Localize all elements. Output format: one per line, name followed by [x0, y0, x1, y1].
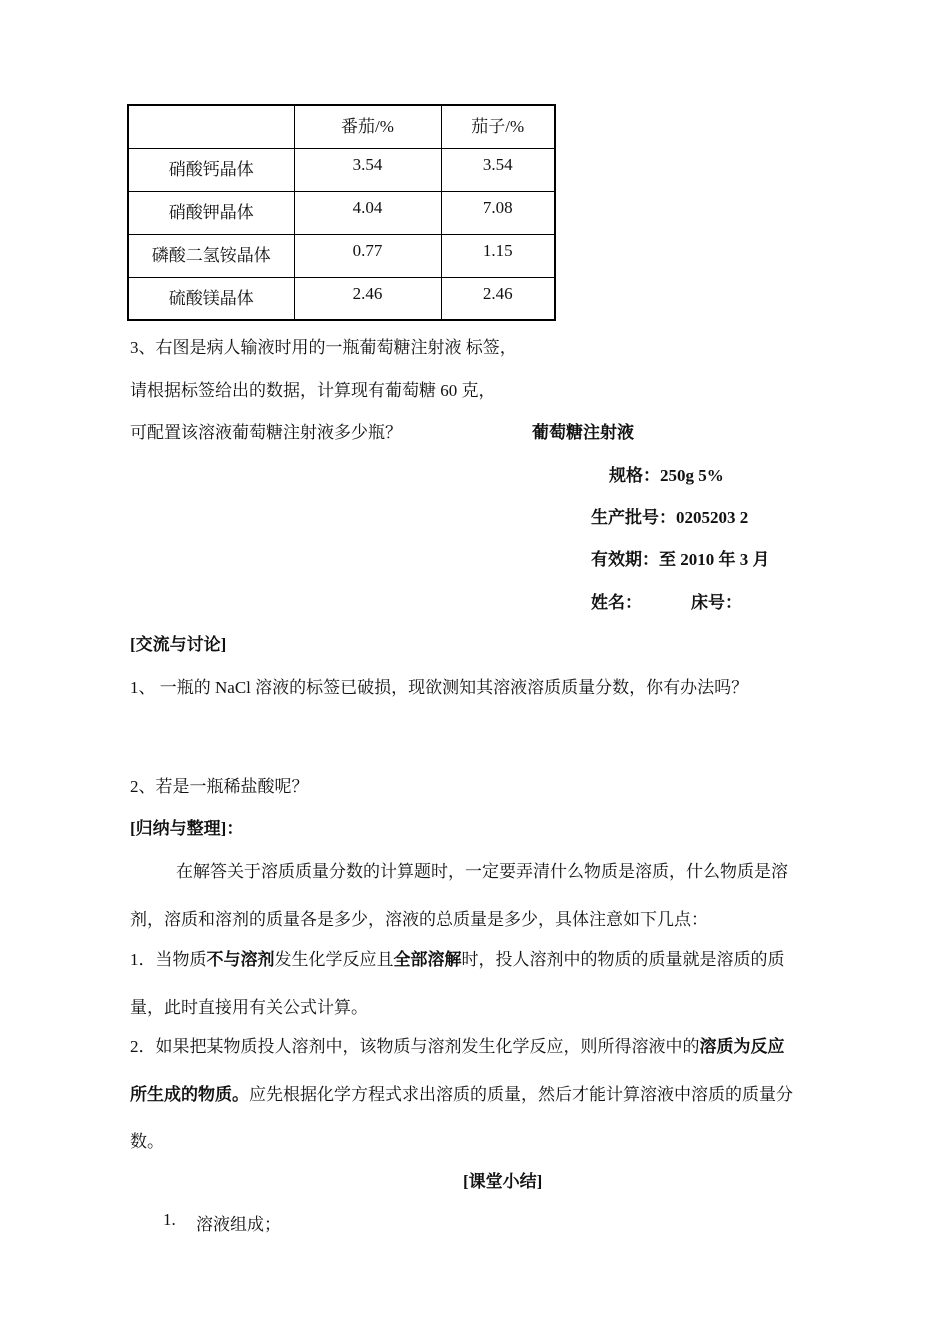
summary-paragraph-1-line-2: 剂，溶质和溶剂的质量各是多少，溶液的总质量是多少，具体注意如下几点： [130, 910, 708, 929]
table-cell: 1.15 [441, 234, 555, 277]
table-header-cell: 茄子/% [441, 105, 555, 148]
summary-point-2-text: 应先根据化学方程式求出溶质的质量，然后才能计算溶液中溶质的质量分 [249, 1085, 793, 1104]
discussion-item-2: 2、若是一瓶稀盐酸呢？ [130, 777, 309, 796]
label-spec: 规格：250g 5% [609, 466, 724, 485]
table-row [128, 277, 555, 320]
label-expiry: 有效期：至 2010 年 3 月 [591, 550, 770, 569]
summary-heading: [归纳与整理]： [130, 819, 244, 838]
table-cell: 7.08 [441, 191, 555, 234]
summary-point-1-emphasis: 不与溶剂 [206, 950, 275, 969]
table-row [128, 191, 555, 234]
table-header-row [128, 105, 555, 148]
table-cell: 3.54 [294, 148, 441, 191]
summary-point-2-emphasis: 溶质为反应 [699, 1037, 785, 1056]
label-name-field: 姓名： [591, 593, 642, 612]
table-cell: 磷酸二氢铵晶体 [128, 234, 294, 277]
summary-point-1-text: 发生化学反应且 [274, 950, 394, 969]
question-3-line-2: 请根据标签给出的数据，计算现有葡萄糖 60 克， [130, 381, 496, 400]
label-batch: 生产批号：0205203 2 [591, 508, 749, 527]
summary-point-2 [130, 1032, 785, 1057]
table-cell: 2.46 [294, 277, 441, 320]
nutrient-table [127, 104, 556, 321]
class-summary-item-1-number: 1. [163, 1210, 176, 1229]
summary-point-1-text: 1．当物质 [130, 950, 207, 969]
table-header-cell [128, 105, 294, 148]
table-cell: 2.46 [441, 277, 555, 320]
summary-point-2-emphasis: 所生成的物质。 [130, 1085, 249, 1104]
label-bed-field: 床号： [691, 593, 742, 612]
table-cell: 硝酸钾晶体 [128, 191, 294, 234]
summary-point-2-line-2 [130, 1080, 793, 1105]
summary-point-1-text: 时，投人溶剂中的物质的质量就是溶质的质 [461, 950, 785, 969]
summary-paragraph-1-line-1: 在解答关于溶质质量分数的计算题时，一定要弄清什么物质是溶质，什么物质是溶 [176, 862, 788, 881]
question-3-line-1: 3、右图是病人输液时用的一瓶葡萄糖注射液 标签， [130, 338, 517, 357]
table-cell: 硫酸镁晶体 [128, 277, 294, 320]
label-title: 葡萄糖注射液 [532, 423, 634, 442]
table-cell: 0.77 [294, 234, 441, 277]
table-cell: 4.04 [294, 191, 441, 234]
table-row [128, 148, 555, 191]
table-cell: 硝酸钙晶体 [128, 148, 294, 191]
question-3-line-3: 可配置该溶液葡萄糖注射液多少瓶？ [130, 423, 402, 442]
summary-point-1-line-2: 量，此时直接用有关公式计算。 [130, 998, 368, 1017]
summary-point-1 [130, 945, 785, 970]
table-header-cell: 番茄/% [294, 105, 441, 148]
class-summary-item-1-text: 溶液组成； [196, 1215, 281, 1234]
summary-point-1-emphasis: 全部溶解 [393, 950, 462, 969]
discussion-heading: [交流与讨论] [130, 635, 227, 654]
table-row [128, 234, 555, 277]
summary-point-2-line-3: 数。 [130, 1132, 164, 1151]
class-summary-heading: [课堂小结] [463, 1172, 543, 1191]
table-cell: 3.54 [441, 148, 555, 191]
discussion-item-1: 1、 一瓶的 NaCl 溶液的标签已破损，现欲测知其溶液溶质质量分数，你有办法吗？ [130, 678, 749, 697]
summary-point-2-text: 2．如果把某物质投人溶剂中，该物质与溶剂发生化学反应，则所得溶液中的 [130, 1037, 700, 1056]
